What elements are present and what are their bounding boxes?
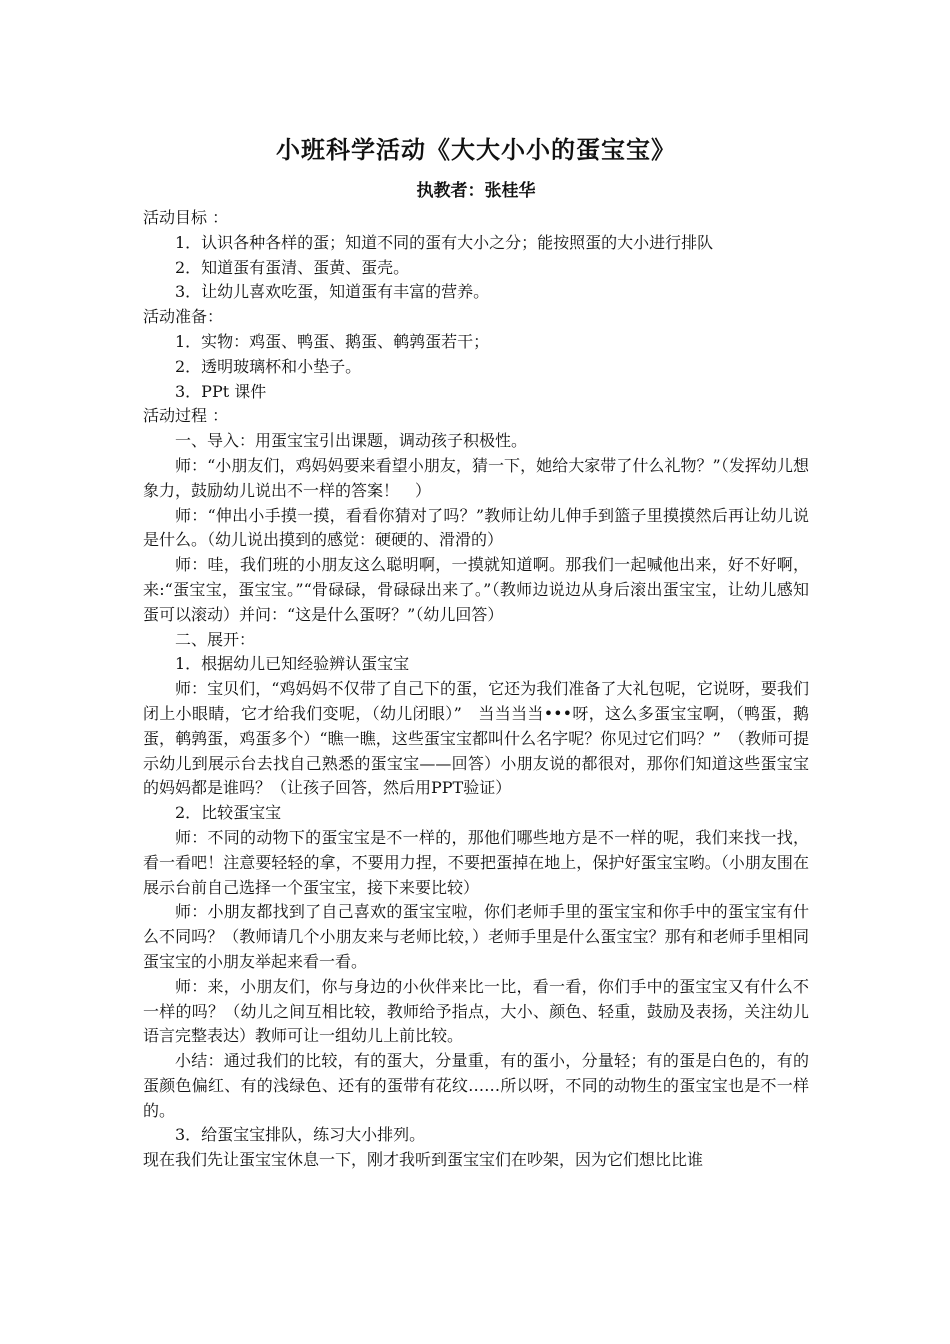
step2-summary: 小结：通过我们的比较，有的蛋大，分量重，有的蛋小，分量轻；有的蛋是白色的，有的蛋颜色偏红、有的浅绿色、还有的蛋带有花纹……所以呀，不同的动物生的蛋宝宝也是不一样的。 bbox=[143, 1051, 809, 1120]
goals-heading: 活动目标 ： bbox=[143, 208, 229, 227]
intro-paragraph-3: 师：哇，我们班的小朋友这么聪明啊，一摸就知道啊。那我们一起喊他出来，好不好啊，来:“蛋宝宝，蛋宝宝。”“骨碌碌，骨碌碌出来了。”（教师边说边从身后滚出蛋宝宝，让幼儿感知蛋可以滚动）并问：“这是什么蛋呀？”（幼儿回答） bbox=[143, 555, 809, 624]
step3-heading: 3．给蛋宝宝排队，练习大小排列。 bbox=[175, 1125, 426, 1145]
intro-paragraph-1: 师：“小朋友们，鸡妈妈要来看望小朋友，猜一下，她给大家带了什么礼物？”（发挥幼儿想象力，鼓励幼儿说出不一样的答案！ ） bbox=[143, 455, 809, 500]
document-page bbox=[143, 130, 809, 1173]
goal-item-2: 2．知道蛋有蛋清、蛋黄、蛋壳。 bbox=[175, 257, 410, 277]
step2-paragraph-2: 师：小朋友都找到了自己喜欢的蛋宝宝啦，你们老师手里的蛋宝宝和你手中的蛋宝宝有什么不同吗？（教师请几个小朋友来与老师比较，）老师手里是什么蛋宝宝？那有和老师手里相同蛋宝宝的小朋友举起来看一看。 bbox=[143, 902, 809, 971]
author-line: 执教者：张桂华 bbox=[416, 181, 536, 201]
prep-item-1: 1．实物：鸡蛋、鸭蛋、鹅蛋、鹌鹑蛋若干； bbox=[175, 331, 490, 351]
intro-paragraph-2: 师：“伸出小手摸一摸，看看你猜对了吗？”教师让幼儿伸手到篮子里摸摸然后再让幼儿说是什么。（幼儿说出摸到的感觉：硬硬的、滑滑的） bbox=[143, 505, 809, 550]
step2-heading: 2．比较蛋宝宝 bbox=[175, 803, 282, 823]
prep-item-2: 2．透明玻璃杯和小垫子。 bbox=[175, 356, 362, 376]
goal-item-3: 3．让幼儿喜欢吃蛋，知道蛋有丰富的营养。 bbox=[175, 282, 490, 302]
process-heading: 活动过程 ： bbox=[143, 406, 229, 426]
expand-heading: 二、展开： bbox=[175, 629, 256, 649]
goal-item-1: 1．认识各种各样的蛋；知道不同的蛋有大小之分；能按照蛋的大小进行排队 bbox=[175, 232, 714, 252]
step1-paragraph-1: 师：宝贝们，“鸡妈妈不仅带了自己下的蛋，它还为我们准备了大礼包呢，它说呀，要我们闭上小眼睛，它才给我们变呢，（幼儿闭眼）” 当当当当•••呀，这么多蛋宝宝啊，（鸭蛋，鹅蛋，鹌鹑蛋，鸡蛋多个）“瞧一瞧，这些蛋宝宝都叫什么名字呢？你见过它们吗？” （教师可提示幼儿到展示台去找自己熟悉的蛋宝宝——回答）小朋友说的都很对，那你们知道这些蛋宝宝的妈妈都是谁吗？（让孩子回答，然后用PPT验证） bbox=[143, 679, 809, 798]
prep-heading: 活动准备： bbox=[143, 307, 224, 327]
step3-paragraph-1: 现在我们先让蛋宝宝休息一下，刚才我听到蛋宝宝们在吵架，因为它们想比比谁 bbox=[143, 1150, 704, 1170]
intro-heading: 一、导入：用蛋宝宝引出课题，调动孩子积极性。 bbox=[175, 431, 528, 451]
step1-heading: 1．根据幼儿已知经验辨认蛋宝宝 bbox=[175, 654, 410, 674]
step2-paragraph-1: 师：不同的动物下的蛋宝宝是不一样的，那他们哪些地方是不一样的呢，我们来找一找，看一看吧！注意要轻轻的拿，不要用力捏，不要把蛋掉在地上，保护好蛋宝宝哟。（小朋友围在展示台前自己选择一个蛋宝宝，接下来要比较） bbox=[143, 827, 809, 897]
document-title: 小班科学活动《大大小小的蛋宝宝》 bbox=[276, 136, 676, 164]
step2-paragraph-3: 师：来，小朋友们，你与身边的小伙伴来比一比，看一看，你们手中的蛋宝宝又有什么不一样的吗？（幼儿之间互相比较，教师给予指点，大小、颜色、轻重，鼓励及表扬，关注幼儿语言完整表达）教师可让一组幼儿上前比较。 bbox=[143, 976, 809, 1046]
prep-item-3: 3．PPt 课件 bbox=[175, 381, 267, 401]
